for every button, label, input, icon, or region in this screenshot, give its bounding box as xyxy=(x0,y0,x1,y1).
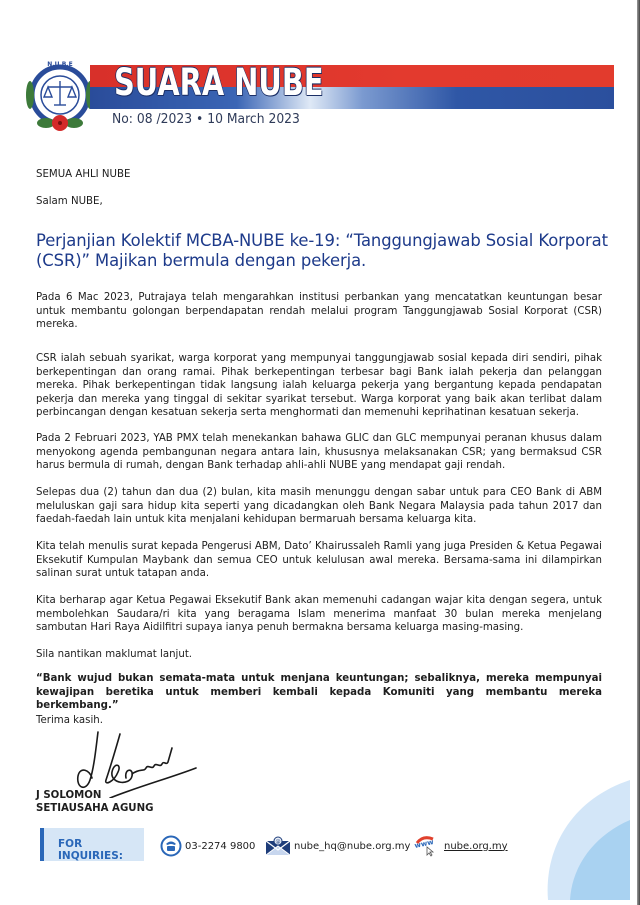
phone-number: 03-2274 9800 xyxy=(185,840,256,852)
footer-inquiries-label xyxy=(40,828,144,861)
paragraph-3: Pada 2 Februari 2023, YAB PMX telah menekankan bahawa GLIC dan GLC mempunyai peranan khusus dalam menyokong agenda pembangunan negara antara lain, khususnya melaksanakan CSR; yang bermaksud CSR harus bermula di rumah, dengan Bank terhadap ahli-ahli NUBE yang mendapat gaji rendah. xyxy=(36,433,602,472)
signatory-name: J SOLOMON xyxy=(36,790,102,801)
svg-text:@: @ xyxy=(275,839,281,845)
publication-title: SUARA NUBE xyxy=(114,61,324,104)
decorative-arc-icon xyxy=(540,780,630,905)
email-address: nube_hq@nube.org.my xyxy=(294,840,411,852)
nube-logo-icon xyxy=(20,57,100,137)
paragraph-1: Pada 6 Mac 2023, Putrajaya telah mengarahkan institusi perbankan yang mencatatkan keuntungan besar untuk membantu golongan berpendapatan rendah melalui program Tanggungjawab Sosial Korporat (CSR) mereka. xyxy=(36,292,602,331)
paragraph-7: Sila nantikan maklumat lanjut. xyxy=(36,649,193,660)
issue-number-date: No: 08 /2023 • 10 March 2023 xyxy=(112,112,300,127)
paragraph-2: CSR ialah sebuah syarikat, warga korporat yang mempunyai tanggungjawab sosial kepada diri sendiri, pihak berkepentingan dan orang ramai. Pihak berkepentingan terbesar bagi Bank ialah pekerja dan pelanggan mereka. Pihak berkepentingan tidak langsung ialah keluarga pekerja yang bergantung kepada pendapatan pekerja dan mereka yang tinggal di sekitar syarikat tersebut. Warga korporat yang baik akan terlibat dalam perbincangan dengan kesatuan sekerja serta menghormati dan memenuhi keprihatinan kesatuan sekerja. xyxy=(36,353,602,419)
closing: Terima kasih. xyxy=(36,715,103,726)
greeting: Salam NUBE, xyxy=(36,196,103,207)
contact-website[interactable] xyxy=(413,835,508,857)
masthead-banner xyxy=(90,61,614,109)
contact-email[interactable] xyxy=(265,835,410,857)
paragraph-6: Kita berharap agar Ketua Pegawai Eksekutif Bank akan memenuhi cadangan wajar kita dengan segera, untuk membolehkan Saudara/ri kita yang beragama Islam menerima manfaat 30 bulan mereka menjelang sambutan Hari Raya Aidilfitri supaya ianya penuh bermakna bersama keluarga masing-masing. xyxy=(36,595,602,634)
envelope-icon xyxy=(265,836,291,856)
website-link[interactable]: nube.org.my xyxy=(444,840,508,852)
inquiries-label-text: FOR INQUIRIES: xyxy=(58,838,123,862)
paragraph-5: Kita telah menulis surat kepada Pengerusi ABM, Dato’ Khairussaleh Ramli yang juga Presiden & Ketua Pegawai Eksekutif Kumpulan Maybank dan semua CEO untuk kelulusan awal mereka. Bersama-sama ini dilampirkan salinan surat untuk tatapan anda. xyxy=(36,541,602,580)
contact-phone[interactable] xyxy=(160,835,255,857)
signatory-block xyxy=(36,789,153,815)
recipient: SEMUA AHLI NUBE xyxy=(36,169,131,180)
logo-label: N.U.B.E xyxy=(47,61,73,68)
signatory-title: SETIAUSAHA AGUNG xyxy=(36,803,154,814)
phone-icon xyxy=(160,835,182,857)
quote: “Bank wujud bukan semata-mata untuk menjana keuntungan; sebaliknya, mereka mempunyai kewajipan beretika untuk memberi kembali kepada Komuniti yang membantu mereka berkembang.” xyxy=(36,673,602,712)
www-cursor-icon xyxy=(413,835,441,857)
signature-icon xyxy=(70,728,200,798)
svg-text:www: www xyxy=(413,838,435,850)
headline: Perjanjian Kolektif MCBA-NUBE ke-19: “Tanggungjawab Sosial Korporat (CSR)” Majikan bermula dengan pekerja. xyxy=(36,231,608,270)
paragraph-4: Selepas dua (2) tahun dan dua (2) bulan, kita masih menunggu dengan sabar untuk para CEO Bank di ABM meluluskan gaji sara hidup kita seperti yang dicadangkan oleh Bank Negara Malaysia pada tahun 2017 dan faedah-faedah lain untuk kita menjalani kehidupan bermaruah bersama keluarga kita. xyxy=(36,487,602,526)
